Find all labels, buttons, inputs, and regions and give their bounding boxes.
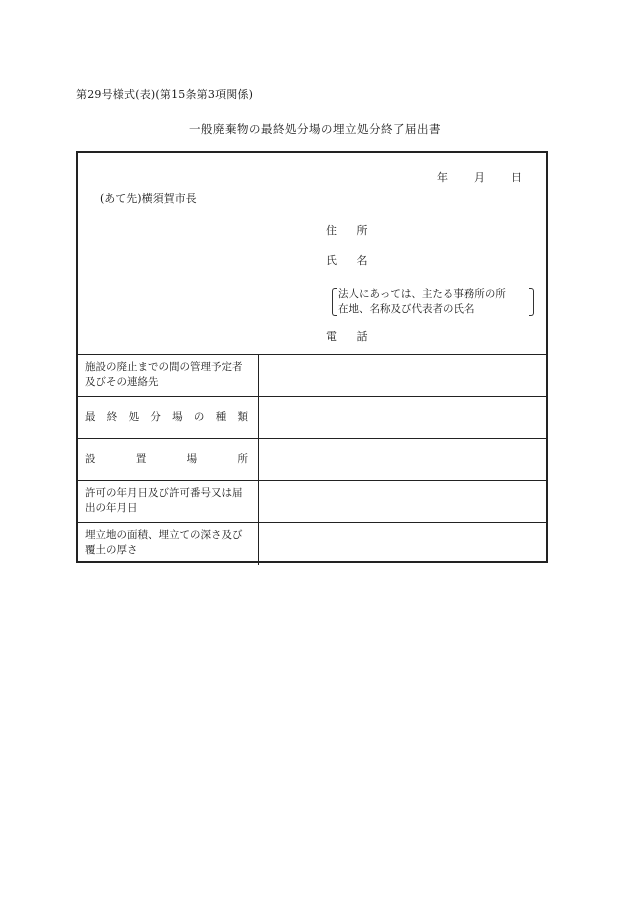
date-day-label: 日 bbox=[511, 171, 522, 184]
table-row bbox=[78, 481, 546, 523]
date-year-label: 年 bbox=[437, 171, 448, 184]
addressee: (あて先)横須賀市長 bbox=[100, 192, 197, 205]
document-title: 一般廃棄物の最終処分場の埋立処分終了届出書 bbox=[189, 122, 441, 136]
form-number: 第29号様式(表)(第15条第3項関係) bbox=[76, 88, 254, 101]
corporation-note-line2: 在地、名称及び代表者の氏名 bbox=[338, 303, 475, 315]
date-month-label: 月 bbox=[474, 171, 485, 184]
corporation-note-line1: 法人にあっては、主たる事務所の所 bbox=[338, 288, 506, 300]
notification-form bbox=[76, 151, 548, 563]
name-label: 氏 名 bbox=[326, 254, 376, 267]
disposal-site-type-field[interactable] bbox=[259, 397, 546, 438]
table-row bbox=[78, 355, 546, 397]
manager-contact-field[interactable] bbox=[259, 355, 546, 396]
phone-label: 電 話 bbox=[326, 330, 376, 343]
corporation-note bbox=[332, 287, 534, 317]
manager-contact-label: 施設の廃止までの間の管理予定者及びその連絡先 bbox=[78, 355, 259, 396]
disposal-site-type-label: 最 終 処 分 場 の 種 類 bbox=[78, 397, 259, 438]
landfill-dimensions-field[interactable] bbox=[259, 523, 546, 565]
landfill-dimensions-label: 埋立地の面積、埋立ての深さ及び覆土の厚さ bbox=[78, 523, 259, 565]
table-row bbox=[78, 397, 546, 439]
address-label: 住 所 bbox=[326, 224, 376, 237]
table-row bbox=[78, 439, 546, 481]
permit-date-number-label: 許可の年月日及び許可番号又は届出の年月日 bbox=[78, 481, 259, 522]
permit-date-number-field[interactable] bbox=[259, 481, 546, 522]
installation-location-label: 設 置 場 所 bbox=[78, 439, 259, 480]
installation-location-field[interactable] bbox=[259, 439, 546, 480]
table-row bbox=[78, 523, 546, 565]
applicant-section bbox=[78, 153, 546, 355]
date-line bbox=[437, 169, 522, 185]
